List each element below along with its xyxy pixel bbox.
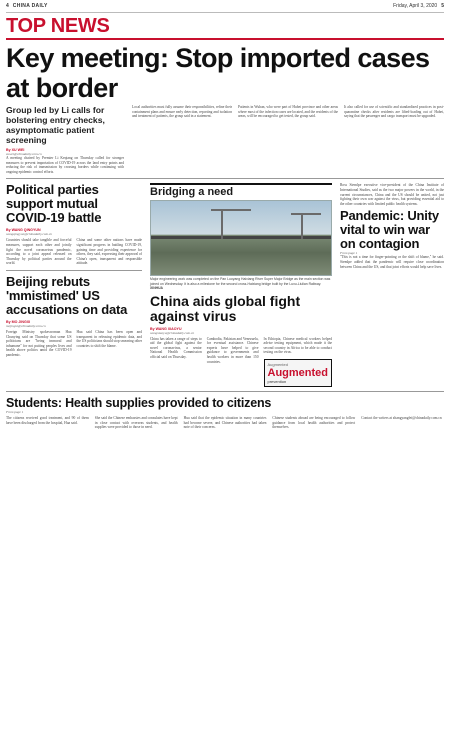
issue-date: Friday, April 3, 2020 <box>393 3 438 9</box>
crane-arm <box>291 213 321 215</box>
middle-section <box>6 183 444 387</box>
gold-circle-email: wangxiaoyu@chinadaily.com.cn <box>150 330 195 335</box>
logo-small-text: Augmented <box>267 361 288 367</box>
page-number: 5 <box>441 3 444 9</box>
lead-story <box>6 105 444 174</box>
political-byline: By WANG QINGYUN <box>6 228 41 233</box>
beijing-body <box>6 330 142 358</box>
crane-tower <box>221 209 223 239</box>
bridge-deck <box>151 236 331 239</box>
lead-col4: It also called for use of scientific and standardized practices in post-quarantine checks after residents are lifted-loading out of Hubei, saying that the passenger and cargo transport must be upgraded. <box>344 105 444 119</box>
gold-circle-byline: By WANG XIAOYU <box>150 326 182 331</box>
students-col1: The citizens received good treatment, and 90 of them have been discharged from the hospital, Hua said. <box>6 415 89 425</box>
section-rule <box>6 38 444 40</box>
political-col1: Countries should take tangible and forceful measures, support each other and jointly fight the novel coronavirus pandemic, according to a joint appeal released on Thursday by political parties around the world. <box>6 238 72 266</box>
lead-headline: Key meeting: Stop imported cases at border <box>6 43 430 103</box>
divider <box>6 178 444 179</box>
folio-left: 4 <box>6 3 9 9</box>
beijing-email: mojingxi@chinadaily.com.cn <box>6 323 46 328</box>
lead-deck-block <box>6 105 124 174</box>
crane-arm <box>211 209 251 211</box>
augmented-prevention-logo <box>264 359 333 387</box>
lead-email: xuwei@chinadaily.com.cn <box>6 152 42 156</box>
bridging-label: Bridging a need <box>150 183 332 198</box>
gold-circle-headline: China aids global fight against virus <box>150 292 301 324</box>
gold-circle-col3-wrap <box>264 337 333 387</box>
gold-circle-body <box>150 337 332 387</box>
divider <box>6 270 142 271</box>
right-column <box>340 183 444 387</box>
caption-text: Major engineering work was completed on the Pan Luoyang Haixiang River Super Major Bridge as the main section was joined on Wednesday. It is also a milestone for the second cross-Haixiang bridge built by the Luxu-Liulian Railway. <box>150 277 331 286</box>
center-column <box>150 183 332 387</box>
paper-name: CHINA DAILY <box>12 3 48 9</box>
bridge-photo <box>150 200 332 276</box>
beijing-headline: Beijing rebuts 'mmistimed' US accusations on data <box>6 273 128 317</box>
pandemic-col2: "This is not a time for finger-pointing or the shift of blame," he said. Siemlpe added that the pandemic will require close coordination between China and the US, and that joint efforts would help save lives. <box>340 255 444 269</box>
students-col5: Contact the writers at zhangyangfei@chinadaily.com.cn <box>361 415 442 420</box>
students-col2: She said the Chinese embassies and consulates have kept in close contact with overseas students, and health supplies were provided to those in need. <box>94 415 178 430</box>
pandemic-col-top: Ross Siemlpe executive vice-president of the China Institute of International Studies, said as the two major powers in the world, in the current circumstances, China and the US should be united, not just fighting their own war against the virus, but providing essential aid to the other countries with limited public health systems. <box>340 183 444 206</box>
beijing-byline: By MO JINGXI <box>6 319 31 324</box>
pandemic-headline: Pandemic: Unity vital to win war on contagion <box>340 208 439 252</box>
gold-circle-col1: China has taken a range of steps to aid the global fight against the novel coronavirus, a senior National Health Commission official said on Thursday. <box>150 336 202 359</box>
beijing-col2: Hua said China has been open and transparent in releasing epidemic data, and the US politicians should stop smearing other countries to shift the blame. <box>76 329 142 348</box>
political-col2: China and some other nations have made significant progress in battling COVID-19, gaining time and providing experience for others, they said, expressing their approval of China's open, transparent and responsible attitude. <box>76 238 142 266</box>
pandemic-source: From page 1 <box>340 251 358 256</box>
section-title: TOP NEWS <box>6 15 110 37</box>
students-col3: Hua said that the epidemic situation in many countries had become severe, and Chinese authorities had taken note of their concerns. <box>183 415 267 430</box>
lead-col2: Local authorities must fully assume their responsibilities, refine their containment plans and ensure early detection, reporting and isolation and treatment of patients, the group said in a statement. <box>132 105 232 119</box>
beijing-col1: Foreign Ministry spokeswoman Hua Chunying said on Thursday that some US politicians are "being immoral and inhumane" for not putting peoples lives and health above politics amid the COVID-19 pandemic. <box>6 329 72 357</box>
photo-credit: XINHUA <box>150 286 163 291</box>
gold-circle-col2: Cambodia, Pakistan and Venezuela, for eventual assistance. Chinese experts have helped to give guidance to governments and health workers in more than 150 countries. <box>206 336 259 364</box>
students-body <box>6 416 444 430</box>
students-headline: Students: Health supplies provided to citizens <box>6 395 272 410</box>
divider <box>6 391 444 392</box>
lead-columns <box>132 105 444 174</box>
lead-deck: Group led by Li calls for bolstering entry checks, asymptomatic patient screening <box>6 105 105 145</box>
crane-tower <box>301 213 303 239</box>
bridge-caption <box>150 277 332 290</box>
political-headline: Political parties support mutual COVID-19 battle <box>6 182 102 226</box>
students-col4: Chinese students abroad are being encouraged to follow guidance from local health authorities and protect themselves. <box>272 415 356 430</box>
gold-circle-col3: In Ethiopia, Chinese medical workers helped advise testing equipment, which made it the second country in Africa to be able to conduct testing on the virus. <box>263 336 332 355</box>
lead-col1: A meeting chaired by Premier Li Keqiang on Thursday called for stronger measures to prevent importation of COVID-19 across the land entry points and reducing the risk of transmission by crossing borders while continuing with ongoing epidemic control efforts. <box>6 156 124 174</box>
left-column <box>6 183 142 387</box>
lead-byline: By XU WEI <box>6 148 25 152</box>
political-body <box>6 238 142 266</box>
logo-word: Augmented <box>267 366 328 379</box>
lead-col3: Patients in Wuhan, who were part of Hubei province and other areas where most of the infection cases are located, and the residents of the areas, will be encouraged to get tested, the group said. <box>238 105 338 119</box>
logo-sub: prevention <box>267 378 287 384</box>
students-source: From page 1 <box>6 409 24 414</box>
political-email: wangqingyun@chinadaily.com.cn <box>6 232 53 237</box>
masthead-bar <box>6 0 444 13</box>
